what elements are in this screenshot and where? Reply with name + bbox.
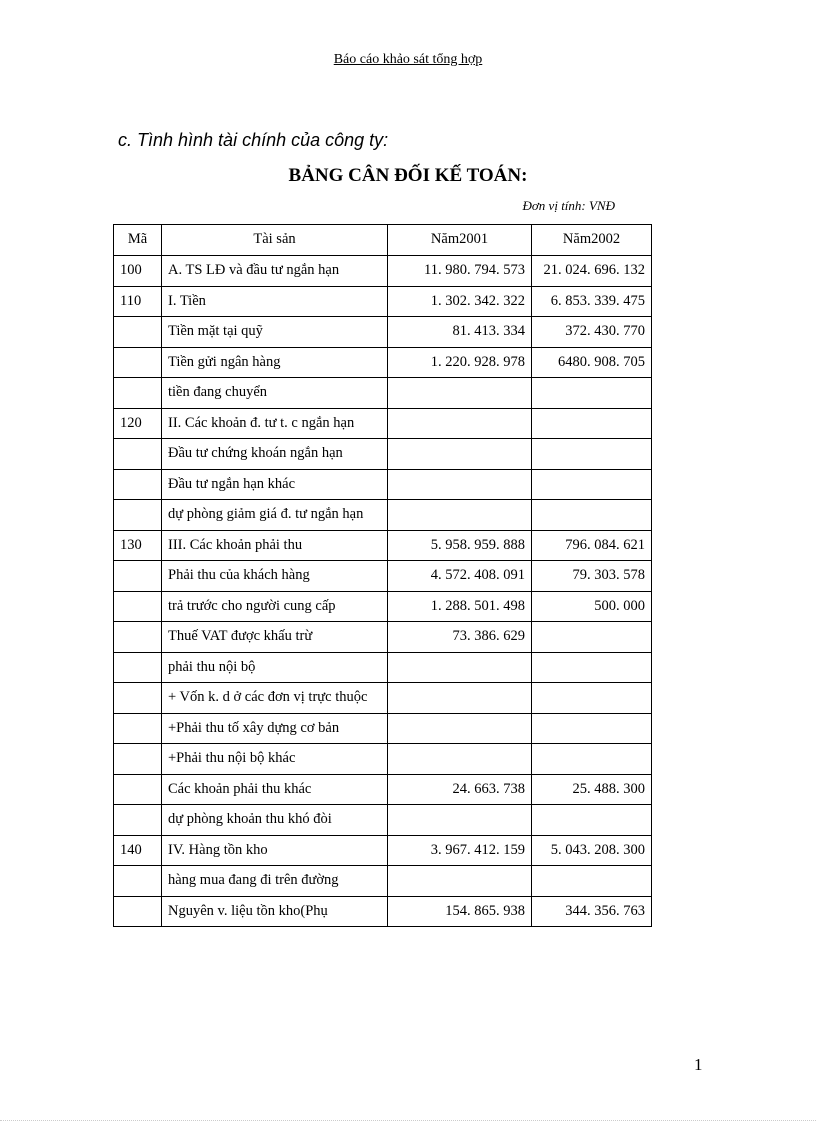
table-row — [114, 866, 652, 897]
row-value-2002: 796. 084. 621 — [532, 530, 652, 561]
row-value-2002 — [532, 866, 652, 897]
row-code — [114, 713, 162, 744]
row-code: 130 — [114, 530, 162, 561]
section-heading: c. Tình hình tài chính của công ty: — [118, 130, 389, 150]
table-row — [114, 835, 652, 866]
row-code — [114, 774, 162, 805]
row-code — [114, 622, 162, 653]
row-asset: +Phải thu tố xây dựng cơ bản — [162, 713, 388, 744]
row-code — [114, 866, 162, 897]
table-row — [114, 530, 652, 561]
row-value-2001 — [388, 744, 532, 775]
row-value-2002 — [532, 469, 652, 500]
row-code — [114, 805, 162, 836]
row-code — [114, 896, 162, 927]
header-asset: Tài sản — [162, 225, 388, 256]
row-value-2002 — [532, 744, 652, 775]
row-code — [114, 439, 162, 470]
row-asset: Tiền gửi ngân hàng — [162, 347, 388, 378]
row-asset: dự phòng khoản thu khó đòi — [162, 805, 388, 836]
row-value-2002: 25. 488. 300 — [532, 774, 652, 805]
header-code: Mã — [114, 225, 162, 256]
row-value-2002 — [532, 408, 652, 439]
row-value-2001: 3. 967. 412. 159 — [388, 835, 532, 866]
row-code — [114, 591, 162, 622]
row-asset: Thuế VAT được khấu trừ — [162, 622, 388, 653]
unit-note: Đơn vị tính: VNĐ — [522, 198, 615, 213]
table-row — [114, 744, 652, 775]
row-asset: Đầu tư ngắn hạn khác — [162, 469, 388, 500]
row-value-2001: 11. 980. 794. 573 — [388, 256, 532, 287]
table-row — [114, 622, 652, 653]
row-asset: trả trước cho người cung cấp — [162, 591, 388, 622]
running-header — [0, 52, 816, 68]
row-asset: Nguyên v. liệu tồn kho(Phụ — [162, 896, 388, 927]
row-value-2001: 154. 865. 938 — [388, 896, 532, 927]
header-year-2001: Năm2001 — [388, 225, 532, 256]
row-value-2001: 73. 386. 629 — [388, 622, 532, 653]
row-code — [114, 561, 162, 592]
row-code — [114, 744, 162, 775]
row-value-2001: 1. 220. 928. 978 — [388, 347, 532, 378]
row-value-2002 — [532, 378, 652, 409]
row-value-2001 — [388, 408, 532, 439]
table-row — [114, 652, 652, 683]
table-row — [114, 317, 652, 348]
row-code: 100 — [114, 256, 162, 287]
row-code — [114, 378, 162, 409]
table-row — [114, 439, 652, 470]
row-value-2001 — [388, 652, 532, 683]
row-code — [114, 347, 162, 378]
row-value-2002: 500. 000 — [532, 591, 652, 622]
row-asset: dự phòng giảm giá đ. tư ngắn hạn — [162, 500, 388, 531]
row-value-2002: 79. 303. 578 — [532, 561, 652, 592]
row-value-2001: 5. 958. 959. 888 — [388, 530, 532, 561]
row-value-2001: 81. 413. 334 — [388, 317, 532, 348]
row-code: 120 — [114, 408, 162, 439]
row-value-2001 — [388, 683, 532, 714]
table-row — [114, 256, 652, 287]
row-value-2002 — [532, 713, 652, 744]
table-row — [114, 561, 652, 592]
table-row — [114, 896, 652, 927]
row-value-2002: 5. 043. 208. 300 — [532, 835, 652, 866]
row-value-2001: 1. 288. 501. 498 — [388, 591, 532, 622]
row-value-2001 — [388, 713, 532, 744]
row-asset: tiền đang chuyển — [162, 378, 388, 409]
table-row — [114, 347, 652, 378]
row-value-2002 — [532, 500, 652, 531]
row-asset: phải thu nội bộ — [162, 652, 388, 683]
row-asset: +Phải thu nội bộ khác — [162, 744, 388, 775]
row-value-2002: 6. 853. 339. 475 — [532, 286, 652, 317]
row-asset: hàng mua đang đi trên đường — [162, 866, 388, 897]
row-value-2002: 344. 356. 763 — [532, 896, 652, 927]
table-title: BẢNG CÂN ĐỐI KẾ TOÁN: — [288, 165, 528, 186]
row-asset: Tiền mặt tại quỹ — [162, 317, 388, 348]
row-value-2002: 372. 430. 770 — [532, 317, 652, 348]
table-row — [114, 713, 652, 744]
row-value-2001: 1. 302. 342. 322 — [388, 286, 532, 317]
row-code — [114, 652, 162, 683]
row-asset: Các khoản phải thu khác — [162, 774, 388, 805]
row-code — [114, 500, 162, 531]
table-row — [114, 286, 652, 317]
table-row — [114, 500, 652, 531]
table-row — [114, 591, 652, 622]
row-value-2001 — [388, 500, 532, 531]
table-row — [114, 408, 652, 439]
row-value-2001 — [388, 866, 532, 897]
row-value-2002: 21. 024. 696. 132 — [532, 256, 652, 287]
table-header-row — [114, 225, 652, 256]
table-row — [114, 774, 652, 805]
row-asset: A. TS LĐ và đầu tư ngắn hạn — [162, 256, 388, 287]
header-year-2002: Năm2002 — [532, 225, 652, 256]
row-asset: Phải thu của khách hàng — [162, 561, 388, 592]
row-asset: IV. Hàng tồn kho — [162, 835, 388, 866]
row-value-2002 — [532, 439, 652, 470]
table-row — [114, 683, 652, 714]
row-value-2001 — [388, 378, 532, 409]
row-asset: I. Tiền — [162, 286, 388, 317]
row-value-2001 — [388, 469, 532, 500]
page-bottom-divider — [0, 1120, 816, 1121]
page-number: 1 — [694, 1055, 703, 1074]
row-code — [114, 469, 162, 500]
row-asset: III. Các khoản phải thu — [162, 530, 388, 561]
row-value-2002 — [532, 652, 652, 683]
running-header-text: Báo cáo khảo sát tổng hợp — [333, 52, 483, 67]
row-value-2002 — [532, 622, 652, 653]
table-row — [114, 469, 652, 500]
row-value-2002 — [532, 683, 652, 714]
row-value-2002: 6480. 908. 705 — [532, 347, 652, 378]
row-value-2001 — [388, 439, 532, 470]
table-row — [114, 805, 652, 836]
row-asset: II. Các khoản đ. tư t. c ngắn hạn — [162, 408, 388, 439]
row-code: 140 — [114, 835, 162, 866]
balance-sheet-table — [113, 224, 652, 927]
row-asset: + Vốn k. d ở các đơn vị trực thuộc — [162, 683, 388, 714]
row-asset: Đầu tư chứng khoán ngắn hạn — [162, 439, 388, 470]
table-body — [114, 256, 652, 927]
row-value-2002 — [532, 805, 652, 836]
table-row — [114, 378, 652, 409]
row-code — [114, 317, 162, 348]
row-code: 110 — [114, 286, 162, 317]
row-code — [114, 683, 162, 714]
row-value-2001 — [388, 805, 532, 836]
row-value-2001: 4. 572. 408. 091 — [388, 561, 532, 592]
row-value-2001: 24. 663. 738 — [388, 774, 532, 805]
